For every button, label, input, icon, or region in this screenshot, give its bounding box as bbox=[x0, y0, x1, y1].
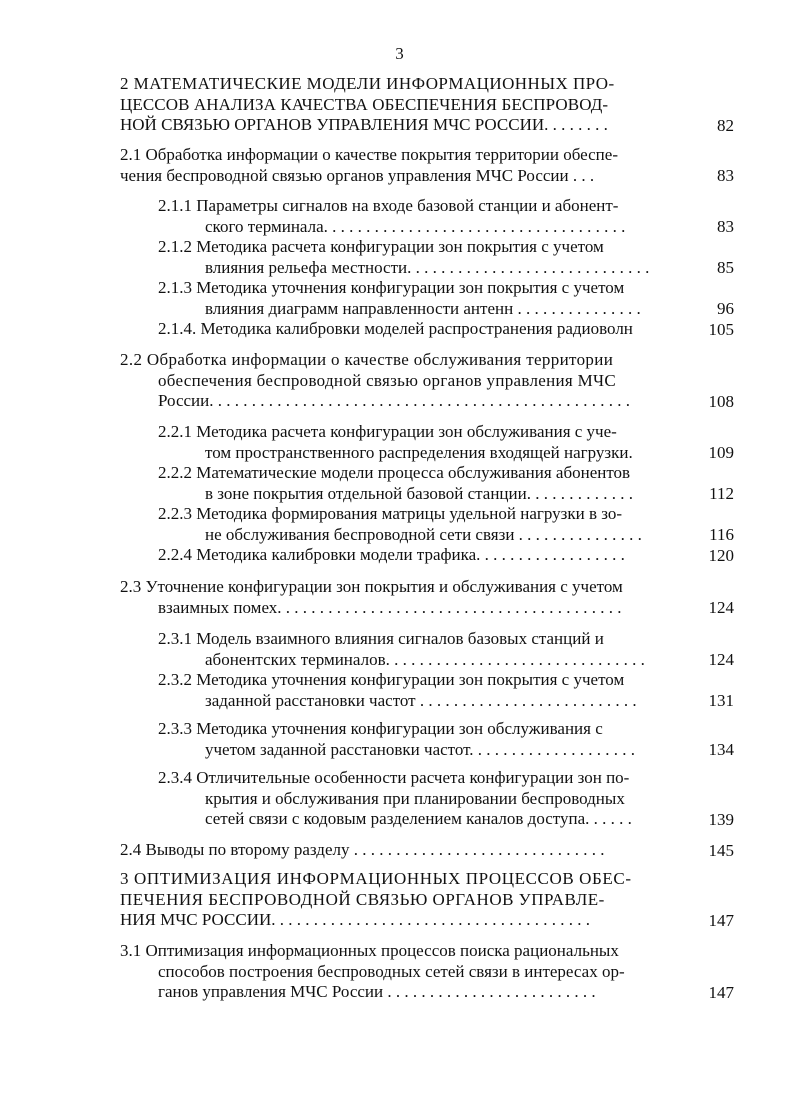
toc-entry-2-3-1 bbox=[120, 629, 738, 670]
toc-page-number: 131 bbox=[708, 690, 734, 710]
toc-line: 2.1.4. Методика калибровки моделей распространения радиоволн bbox=[158, 319, 633, 338]
toc-entry-2-1-4 bbox=[120, 319, 738, 340]
toc-entry-2-3-4 bbox=[120, 768, 738, 830]
toc-entry-chapter-3 bbox=[120, 869, 738, 931]
toc-page-number: 147 bbox=[708, 910, 734, 930]
toc-line: 3.1 Оптимизация информационных процессов поиска рациональных bbox=[120, 941, 619, 960]
toc-entry-chapter-2 bbox=[120, 74, 738, 136]
toc-page-number: 105 bbox=[708, 319, 734, 339]
toc-line: 2.3.4 Отличительные особенности расчета конфигурации зон по- bbox=[158, 768, 630, 787]
toc-line: 2.2.1 Методика расчета конфигурации зон обслуживания с уче- bbox=[158, 422, 617, 441]
toc-line: 2.2 Обработка информации о качестве обслуживания территории bbox=[120, 350, 614, 369]
toc-line: абонентских терминалов. . . . . . . . . . . . . . . . . . . . . . . . . . . . . . . bbox=[205, 649, 645, 669]
toc-line: 2.3.2 Методика уточнения конфигурации зон покрытия с учетом bbox=[158, 670, 625, 689]
toc-line: 2.4 Выводы по второму разделу . . . . . . . . . . . . . . . . . . . . . . . . . . . . . . bbox=[120, 840, 605, 859]
toc-line: 2.3.3 Методика уточнения конфигурации зон обслуживания с bbox=[158, 719, 603, 738]
toc-line: России. . . . . . . . . . . . . . . . . . . . . . . . . . . . . . . . . . . . . . . . . . . . . . . . . . bbox=[158, 391, 630, 410]
toc-entry-2-1-1 bbox=[120, 196, 738, 237]
toc-line: НИЯ МЧС РОССИИ. . . . . . . . . . . . . . . . . . . . . . . . . . . . . . . . . . . . . . bbox=[120, 910, 591, 929]
toc-entry-2-3-2 bbox=[120, 670, 738, 711]
toc-line: способов построения беспроводных сетей связи в интересах ор- bbox=[158, 961, 625, 981]
toc-page-number: 109 bbox=[708, 442, 734, 462]
toc-line: 2.1.1 Параметры сигналов на входе базовой станции и абонент- bbox=[158, 196, 619, 215]
toc-page-number: 108 bbox=[708, 391, 734, 411]
toc-line: ЦЕССОВ АНАЛИЗА КАЧЕСТВА ОБЕСПЕЧЕНИЯ БЕСПРОВОД- bbox=[120, 94, 609, 114]
toc-line: 2.3 Уточнение конфигурации зон покрытия и обслуживания с учетом bbox=[120, 577, 623, 596]
toc-page-number: 134 bbox=[708, 739, 734, 759]
toc-page-number: 145 bbox=[708, 840, 734, 860]
toc-line: ПЕЧЕНИЯ БЕСПРОВОДНОЙ СВЯЗЬЮ ОРГАНОВ УПРАВЛЕ- bbox=[120, 889, 605, 909]
toc-line: заданной расстановки частот . . . . . . . . . . . . . . . . . . . . . . . . . . bbox=[205, 690, 637, 710]
toc-line: обеспечения беспроводной связью органов управления МЧС bbox=[158, 370, 616, 390]
table-of-contents bbox=[120, 74, 738, 1003]
toc-line: ганов управления МЧС России . . . . . . . . . . . . . . . . . . . . . . . . . bbox=[158, 982, 596, 1001]
toc-entry-2-1-2 bbox=[120, 237, 738, 278]
toc-page-number: 85 bbox=[717, 257, 734, 277]
toc-page-number: 120 bbox=[708, 545, 734, 565]
toc-line: чения беспроводной связью органов управления МЧС России . . . bbox=[120, 165, 595, 185]
toc-line: НОЙ СВЯЗЬЮ ОРГАНОВ УПРАВЛЕНИЯ МЧС РОССИИ. . . . . . . . bbox=[120, 115, 608, 134]
toc-line: 2.3.1 Модель взаимного влияния сигналов базовых станций и bbox=[158, 629, 604, 648]
toc-page-number: 82 bbox=[717, 115, 734, 135]
toc-entry-2-2-1 bbox=[120, 422, 738, 463]
toc-line: крытия и обслуживания при планировании беспроводных bbox=[205, 788, 625, 808]
toc-entry-2-2-2 bbox=[120, 463, 738, 504]
toc-entry-2-3-3 bbox=[120, 719, 738, 760]
toc-line: 3 ОПТИМИЗАЦИЯ ИНФОРМАЦИОННЫХ ПРОЦЕССОВ ОБЕС- bbox=[120, 869, 632, 888]
toc-page-number: 116 bbox=[709, 524, 734, 544]
toc-page-number: 96 bbox=[717, 298, 734, 318]
toc-page-number: 124 bbox=[708, 597, 734, 617]
toc-line: не обслуживания беспроводной сети связи . . . . . . . . . . . . . . . bbox=[205, 524, 642, 544]
toc-line: 2.1.3 Методика уточнения конфигурации зон покрытия с учетом bbox=[158, 278, 625, 297]
toc-page-number: 83 bbox=[717, 216, 734, 236]
toc-line: влияния рельефа местности. . . . . . . . . . . . . . . . . . . . . . . . . . . . . bbox=[205, 257, 650, 277]
toc-line: 2.2.3 Методика формирования матрицы удельной нагрузки в зо- bbox=[158, 504, 622, 523]
toc-entry-2-3 bbox=[120, 577, 738, 618]
toc-line: взаимных помех. . . . . . . . . . . . . . . . . . . . . . . . . . . . . . . . . . . . . . . . . bbox=[158, 597, 622, 617]
toc-entry-2-2 bbox=[120, 350, 738, 412]
toc-line: 2.2.4 Методика калибровки модели трафика. . . . . . . . . . . . . . . . . . bbox=[158, 545, 625, 564]
toc-line: учетом заданной расстановки частот. . . . . . . . . . . . . . . . . . . . bbox=[205, 739, 636, 759]
toc-line: влияния диаграмм направленности антенн . . . . . . . . . . . . . . . bbox=[205, 298, 641, 318]
toc-line: ского терминала. . . . . . . . . . . . . . . . . . . . . . . . . . . . . . . . . . . . bbox=[205, 216, 626, 236]
toc-entry-2-4 bbox=[120, 840, 738, 861]
toc-line: 2.2.2 Математические модели процесса обслуживания абонентов bbox=[158, 463, 631, 482]
toc-line: 2.1.2 Методика расчета конфигурации зон покрытия с учетом bbox=[158, 237, 604, 256]
toc-page-number: 124 bbox=[708, 649, 734, 669]
toc-line: 2 МАТЕМАТИЧЕСКИЕ МОДЕЛИ ИНФОРМАЦИОННЫХ ПРО- bbox=[120, 74, 615, 93]
toc-line: сетей связи с кодовым разделением каналов доступа. . . . . . bbox=[205, 809, 632, 828]
toc-line: 2.1 Обработка информации о качестве покрытия территории обеспе- bbox=[120, 145, 618, 164]
toc-page-number: 139 bbox=[708, 809, 734, 829]
toc-page-number: 83 bbox=[717, 165, 734, 185]
toc-page-number: 147 bbox=[708, 982, 734, 1002]
toc-entry-2-1 bbox=[120, 145, 738, 186]
toc-entry-2-2-3 bbox=[120, 504, 738, 545]
toc-page-number: 112 bbox=[709, 483, 734, 503]
toc-line: том пространственного распределения входящей нагрузки. bbox=[205, 442, 633, 462]
toc-entry-3-1 bbox=[120, 941, 738, 1003]
toc-entry-2-2-4 bbox=[120, 545, 738, 566]
page-number: 3 bbox=[395, 44, 404, 63]
toc-line: в зоне покрытия отдельной базовой станции. . . . . . . . . . . . . bbox=[205, 483, 633, 503]
toc-entry-2-1-3 bbox=[120, 278, 738, 319]
